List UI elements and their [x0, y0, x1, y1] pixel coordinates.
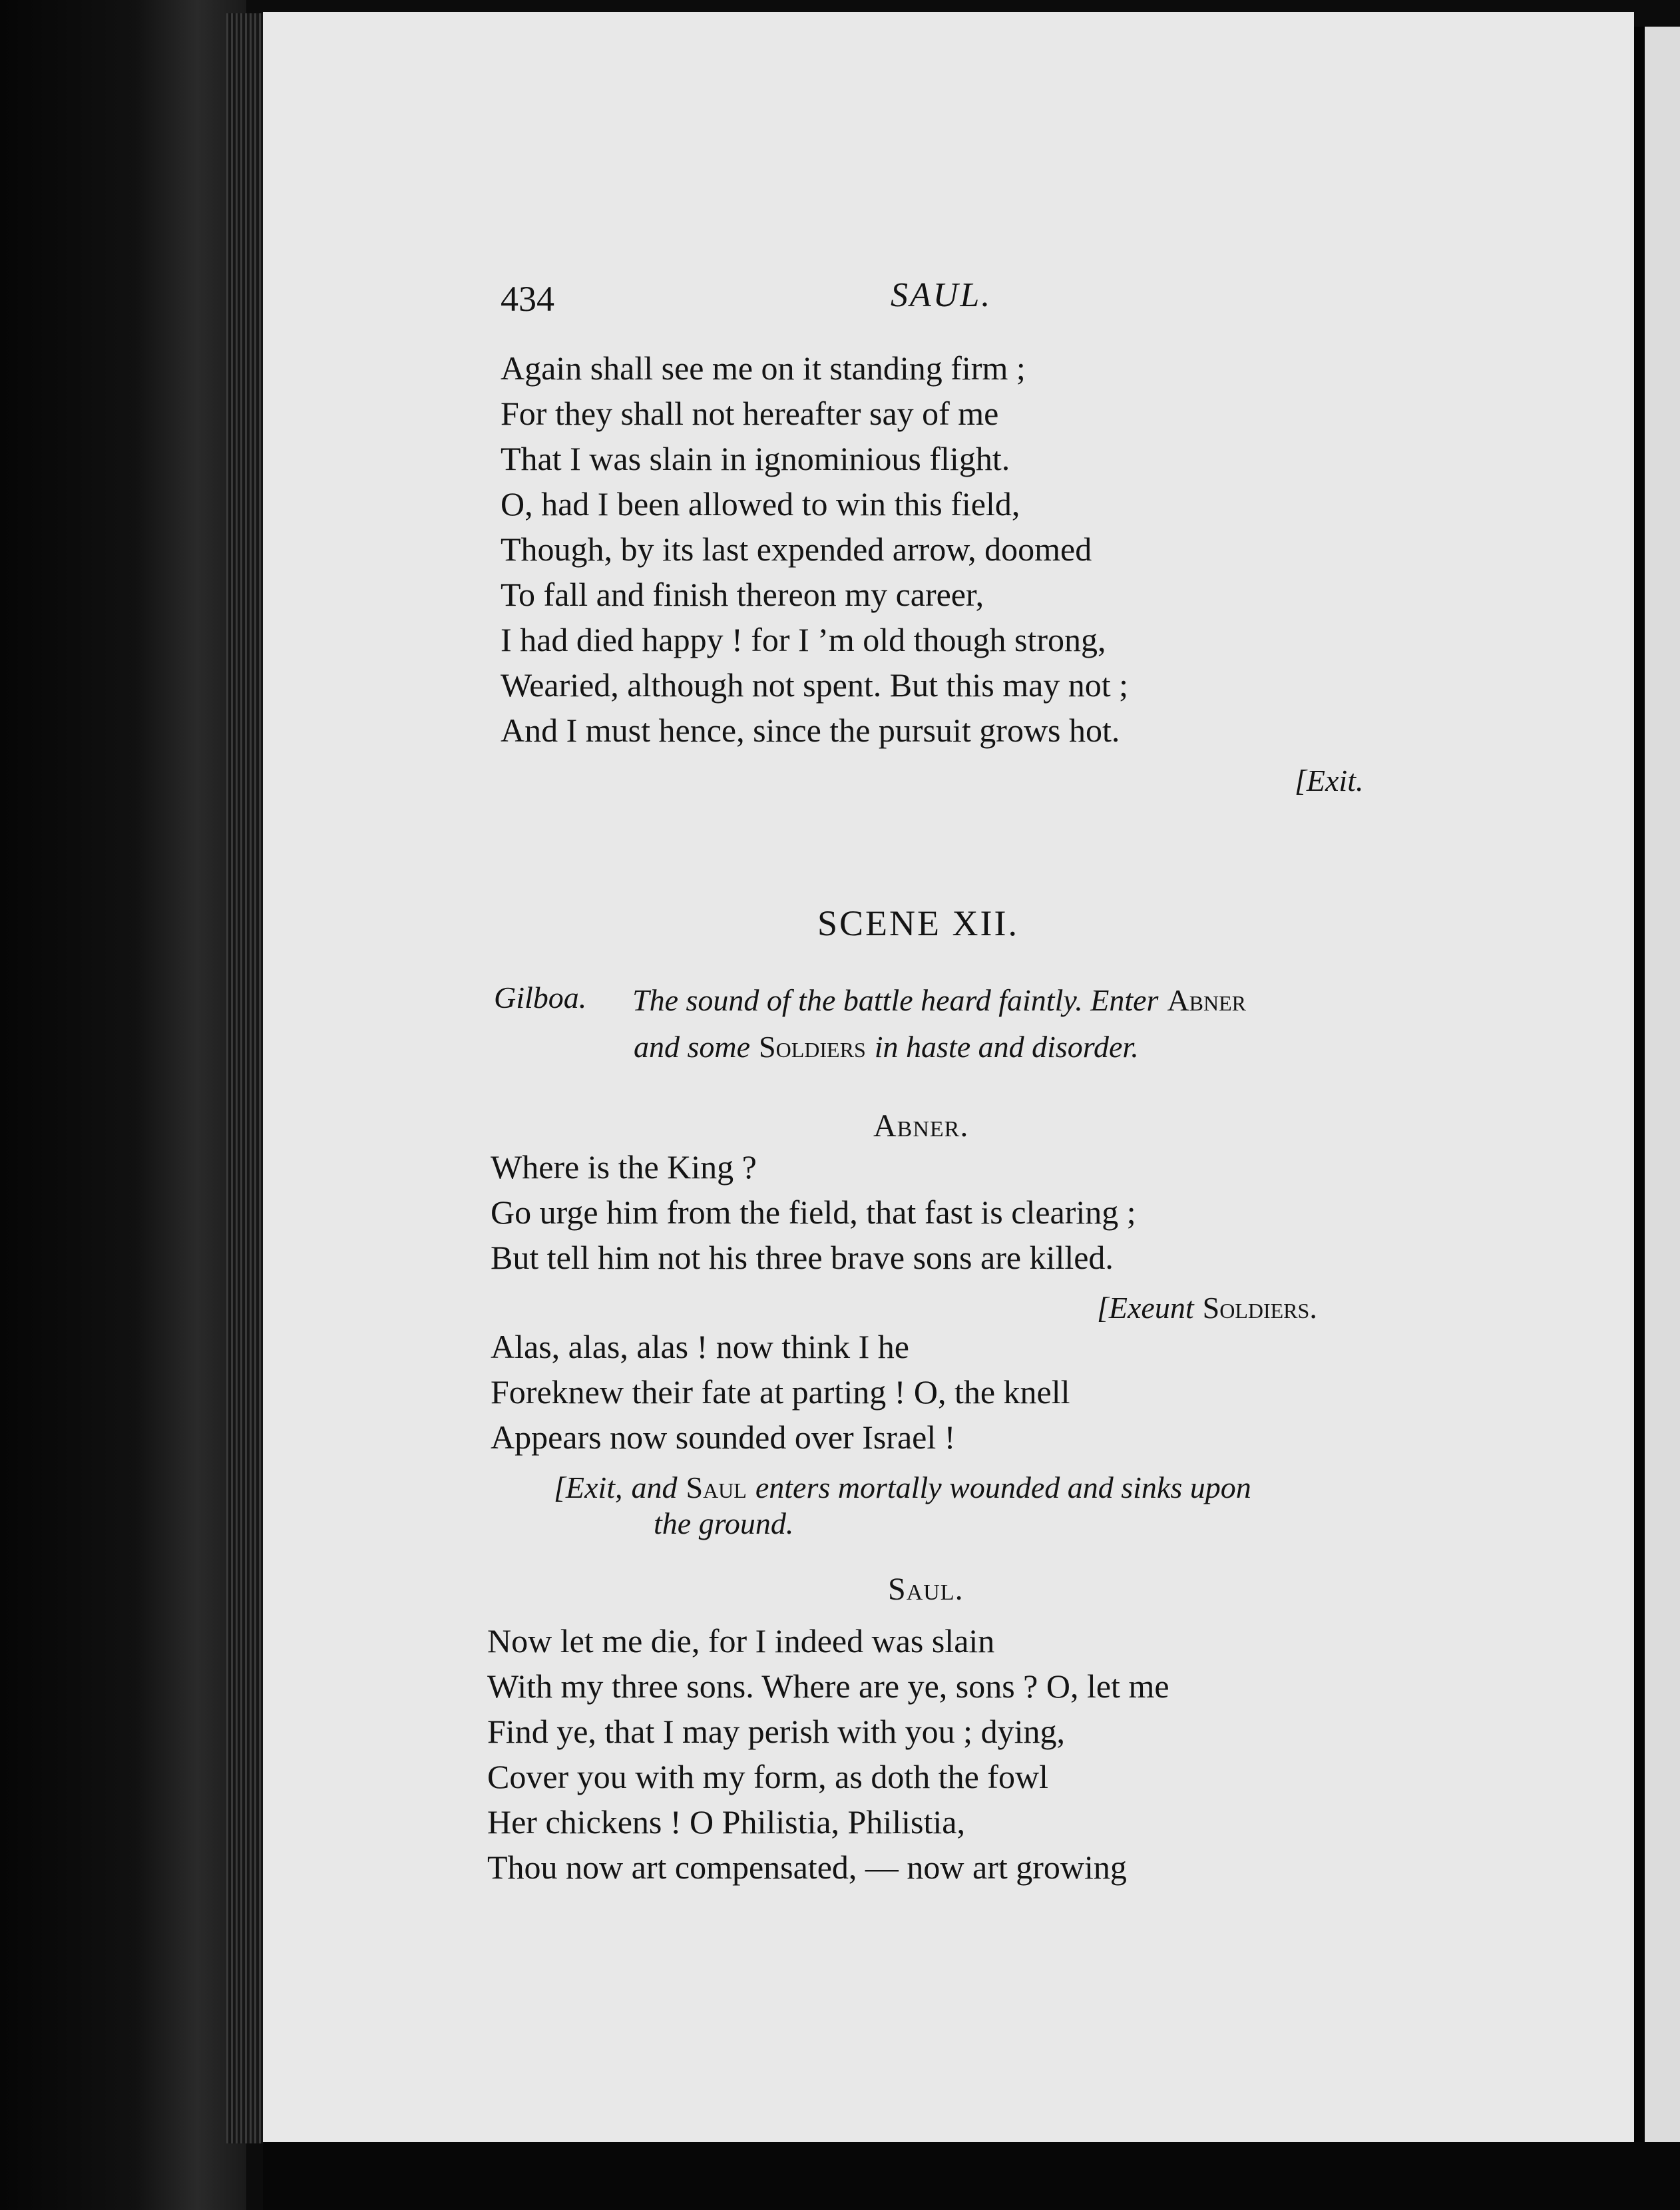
verse-line: Though, by its last expended arrow, doomed — [501, 531, 1092, 568]
verse-line: Wearied, although not spent. But this may not ; — [501, 666, 1129, 704]
speaker-abner: Abner. — [873, 1108, 969, 1144]
verse-line: I had died happy ! for I ’m old though strong, — [501, 621, 1106, 658]
verse-line: O, had I been allowed to win this field, — [501, 485, 1020, 523]
verse-line: Alas, alas, alas ! now think I he — [491, 1328, 910, 1365]
scene-place: Gilboa. — [494, 981, 587, 1014]
page-edges — [226, 13, 266, 2143]
scene-direction-line2: and some Soldiers in haste and disorder. — [634, 1030, 1139, 1064]
verse-line: Now let me die, for I indeed was slain — [487, 1622, 995, 1659]
scene-direction-line1: The sound of the battle heard faintly. Enter Abner — [632, 983, 1247, 1017]
verse-line: And I must hence, since the pursuit grows hot. — [501, 712, 1120, 749]
verse-line: Appears now sounded over Israel ! — [491, 1419, 956, 1456]
stage-direction-exit: [Exit. — [1295, 764, 1364, 797]
verse-line: Where is the King ? — [491, 1148, 757, 1186]
gutter-shadow — [1634, 27, 1645, 2177]
running-title: SAUL. — [891, 276, 992, 314]
verse-line: With my three sons. Where are ye, sons ? O, let me — [487, 1667, 1169, 1705]
bottom-border — [263, 2142, 1680, 2210]
next-page-edge — [1645, 27, 1680, 2177]
verse-line: Again shall see me on it standing firm ; — [501, 349, 1026, 387]
verse-line: To fall and finish thereon my career, — [501, 576, 984, 613]
verse-line: But tell him not his three brave sons are killed. — [491, 1239, 1114, 1276]
scene-heading: SCENE XII. — [817, 903, 1019, 943]
stage-direction-saul-enters-cont: the ground. — [654, 1506, 794, 1540]
page-number: 434 — [501, 279, 554, 319]
verse-line: Go urge him from the field, that fast is clearing ; — [491, 1194, 1136, 1231]
stage-direction-exeunt: [Exeunt Soldiers. — [1097, 1291, 1317, 1325]
verse-line: Cover you with my form, as doth the fowl — [487, 1758, 1048, 1795]
verse-line: That I was slain in ignominious flight. — [501, 440, 1010, 477]
stage-direction-saul-enters: [Exit, and Saul enters mortally wounded and sinks upon — [554, 1470, 1251, 1504]
book-spine — [0, 0, 246, 2210]
verse-line: Her chickens ! O Philistia, Philistia, — [487, 1803, 965, 1841]
verse-line: Foreknew their fate at parting ! O, the knell — [491, 1373, 1070, 1411]
speaker-saul: Saul. — [888, 1572, 964, 1607]
verse-line: For they shall not hereafter say of me — [501, 395, 999, 432]
verse-line: Find ye, that I may perish with you ; dying, — [487, 1713, 1065, 1750]
verse-line: Thou now art compensated, — now art growing — [487, 1849, 1127, 1886]
